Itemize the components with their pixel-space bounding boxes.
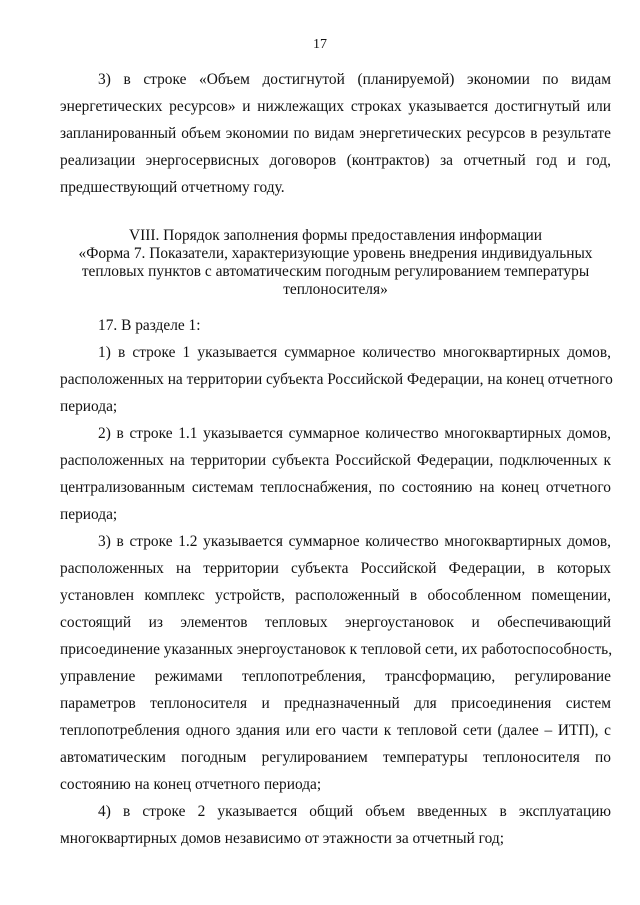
paragraph-line: запланированный объем экономии по видам энергетических ресурсов в результате bbox=[60, 125, 611, 142]
section-heading-line: теплоносителя» bbox=[283, 281, 388, 298]
paragraph-line: реализации энергосервисных договоров (контрактов) за отчетный год и год, bbox=[60, 152, 611, 169]
item-line: расположенных на территории субъекта Российской Федерации, подключенных к bbox=[60, 452, 611, 469]
item-line: 1) в строке 1 указывается суммарное количество многоквартирных домов, bbox=[98, 344, 611, 361]
item-line: 2) в строке 1.1 указывается суммарное количество многоквартирных домов, bbox=[98, 425, 611, 442]
item-line: периода; bbox=[60, 398, 118, 415]
item-line: установлен комплекс устройств, расположенный в обособленном помещении, bbox=[60, 587, 611, 604]
item-line: периода; bbox=[60, 506, 118, 523]
item-line: параметров теплоносителя и предназначенный для присоединения систем bbox=[60, 695, 611, 712]
item-line: 4) в строке 2 указывается общий объем введенных в эксплуатацию bbox=[98, 803, 611, 820]
section-heading-line: тепловых пунктов с автоматическим погодным регулированием температуры bbox=[81, 263, 590, 280]
paragraph-line: предшествующий отчетному году. bbox=[60, 179, 285, 196]
section-heading-line: «Форма 7. Показатели, характеризующие уровень внедрения индивидуальных bbox=[78, 245, 593, 262]
item-line: многоквартирных домов независимо от этажности за отчетный год; bbox=[60, 830, 504, 847]
item-line: теплопотребления одного здания или его части к тепловой сети (далее – ИТП), с bbox=[60, 722, 611, 739]
page-number: 17 bbox=[313, 37, 327, 52]
section-heading-line: VIII. Порядок заполнения формы предоставления информации bbox=[128, 227, 543, 244]
paragraph-line: энергетических ресурсов» и нижлежащих строках указывается достигнутый или bbox=[60, 98, 611, 115]
item-line: управление режимами теплопотребления, трансформацию, регулирование bbox=[60, 668, 611, 685]
clause-intro: 17. В разделе 1: bbox=[98, 317, 201, 334]
item-line: присоединение указанных энергоустановок к тепловой сети, их работоспособность, bbox=[60, 641, 613, 658]
item-line: расположенных на территории субъекта Российской Федерации, на конец отчетного bbox=[60, 371, 613, 388]
item-line: централизованным системам теплоснабжения, по состоянию на конец отчетного bbox=[60, 479, 611, 496]
paragraph-line: 3) в строке «Объем достигнутой (планируемой) экономии по видам bbox=[98, 71, 611, 88]
item-line: состоящий из элементов тепловых энергоустановок и обеспечивающий bbox=[60, 614, 611, 631]
item-line: 3) в строке 1.2 указывается суммарное количество многоквартирных домов, bbox=[98, 533, 611, 550]
item-line: состоянию на конец отчетного периода; bbox=[60, 776, 322, 793]
item-line: расположенных на территории субъекта Российской Федерации, в которых bbox=[60, 560, 611, 577]
item-line: автоматическим погодным регулированием температуры теплоносителя по bbox=[60, 749, 611, 766]
